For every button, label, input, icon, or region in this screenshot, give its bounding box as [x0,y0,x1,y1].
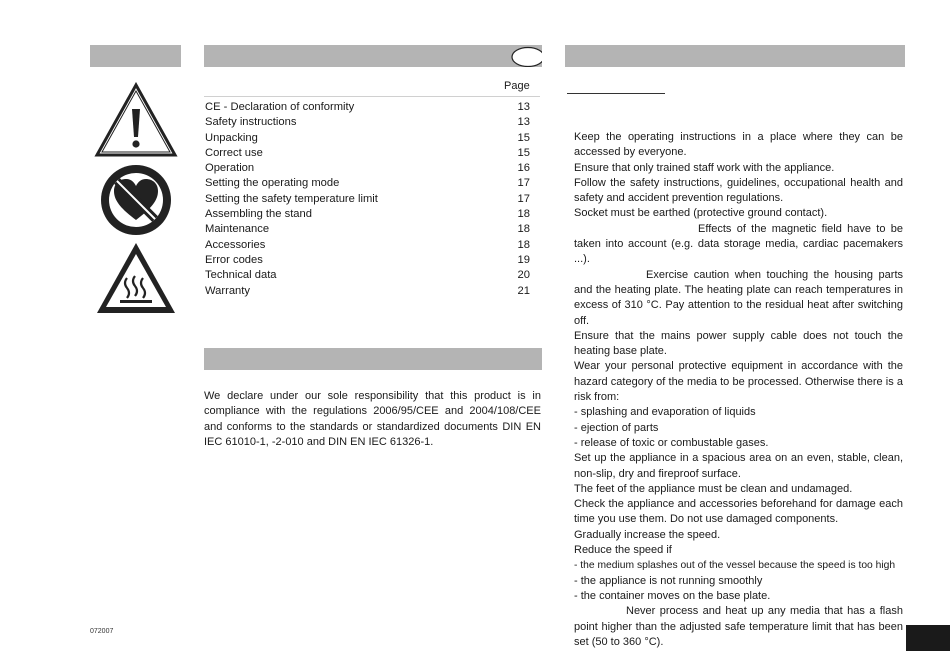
safety-paragraph: Follow the safety instructions, guidelines, occupational health and safety and accident prevention regulations. [574,176,903,205]
toc-item-label: Unpacking [205,131,258,144]
safety-paragraph: The feet of the appliance must be clean and undamaged. [574,482,853,495]
toc-item-page: 20 [517,269,530,282]
toc-item-label: CE - Declaration of conformity [205,101,355,113]
safety-list-item: - the appliance is not running smoothly [574,574,763,587]
contents-header-bar [204,45,542,67]
safety-list-item: - the medium splashes out of the vessel because the speed is too high [574,560,896,572]
warning-triangle-icon [94,82,178,158]
safety-list-item: - ejection of parts [574,421,659,434]
safety-paragraph: Wear your personal protective equipment in accordance with the hazard category of the media to be processed. Otherwise there is a risk from: [574,360,903,404]
toc-item-label: Error codes [205,253,263,266]
toc-item-page: 13 [517,116,530,129]
toc-item-page: 16 [517,162,530,175]
toc-item[interactable] [205,176,530,191]
safety-title-underline [567,93,665,94]
toc-item-page: 17 [517,192,530,205]
toc-item[interactable] [205,253,530,268]
toc-item[interactable] [205,131,530,146]
safety-paragraph: Exercise caution when touching the housing parts and the heating plate. The heating plate can reach temperatures in excess of 310 °C. Pay attention to the residual heat after switching off. [574,268,903,327]
toc-item-page: 15 [517,131,530,144]
safety-instructions [574,130,903,650]
toc-item[interactable] [205,161,530,176]
toc-item-label: Correct use [205,146,263,159]
toc-item-label: Maintenance [205,223,270,236]
page-tab-marker [906,625,950,651]
safety-paragraph: Set up the appliance in a spacious area on an even, stable, clean, non-slip, dry and fireproof surface. [574,452,903,480]
safety-paragraph: Keep the operating instructions in a place where they can be accessed by everyone. [574,131,903,159]
toc-item-page: 18 [517,238,530,251]
toc-item-label: Setting the operating mode [205,177,340,190]
toc-item-page: 19 [517,253,530,266]
safety-paragraph: Gradually increase the speed. [574,528,721,541]
safety-header-bar [565,45,905,67]
safety-list-item: - the container moves on the base plate. [574,589,771,602]
hot-surface-icon [94,240,178,316]
safety-paragraph: Ensure that the mains power supply cable does not touch the heating base plate. [574,329,903,358]
toc-item[interactable] [205,222,530,237]
toc-item[interactable] [205,207,530,222]
no-pacemaker-icon [98,162,174,238]
toc-item-page: 21 [517,284,530,297]
safety-list-item: - splashing and evaporation of liquids [574,406,756,419]
toc-item-label: Accessories [205,238,266,251]
safety-paragraph: Ensure that only trained staff work with the appliance. [574,161,835,174]
safety-paragraph: Check the appliance and accessories beforehand for damage each time you use them. Do not use damaged components. [574,498,903,526]
safety-paragraph: Effects of the magnetic field have to be taken into account (e.g. data storage media, cardiac pacemakers ...). [574,222,903,266]
toc-divider [204,96,540,97]
toc-item-page: 13 [517,101,530,113]
toc-item-page: 15 [517,146,530,159]
toc-page-column-header: Page [504,80,530,92]
toc-item-label: Operation [205,162,255,175]
toc-item[interactable] [205,146,530,161]
toc-item[interactable] [205,284,530,299]
toc-item[interactable] [205,268,530,283]
toc-item-label: Technical data [205,269,277,282]
toc-item-label: Safety instructions [205,116,297,129]
document-code: 072007 [90,628,114,635]
toc-item-label: Warranty [205,284,250,297]
safety-paragraph: Socket must be earthed (protective ground contact). [574,207,828,220]
ce-declaration-text: We declare under our sole responsibility that this product is in compliance with the regulations 2006/95/CEE and 2004/108/CEE and conforms to the standards or standardized documents DIN EN IEC 61010-1, -2-010 and DIN EN IEC 61326-1. [204,390,541,448]
safety-paragraph: Never process and heat up any media that has a flash point higher than the adjusted safe temperature limit that has been set (50 to 360 °C). [574,605,903,648]
ce-section-header-bar [204,348,542,370]
table-of-contents [205,100,530,299]
toc-item[interactable] [205,100,530,115]
toc-item-page: 18 [517,223,530,236]
toc-item[interactable] [205,192,530,207]
safety-list-item: - release of toxic or combustable gases. [574,436,769,449]
toc-item-page: 17 [517,177,530,190]
toc-item[interactable] [205,115,530,130]
language-badge-oval [512,48,542,67]
toc-item-label: Assembling the stand [205,208,312,221]
safety-paragraph: Reduce the speed if [574,544,672,557]
toc-item-label: Setting the safety temperature limit [205,192,378,205]
toc-item[interactable] [205,238,530,253]
toc-item-page: 18 [517,208,530,221]
left-margin-header-bar [90,45,181,67]
